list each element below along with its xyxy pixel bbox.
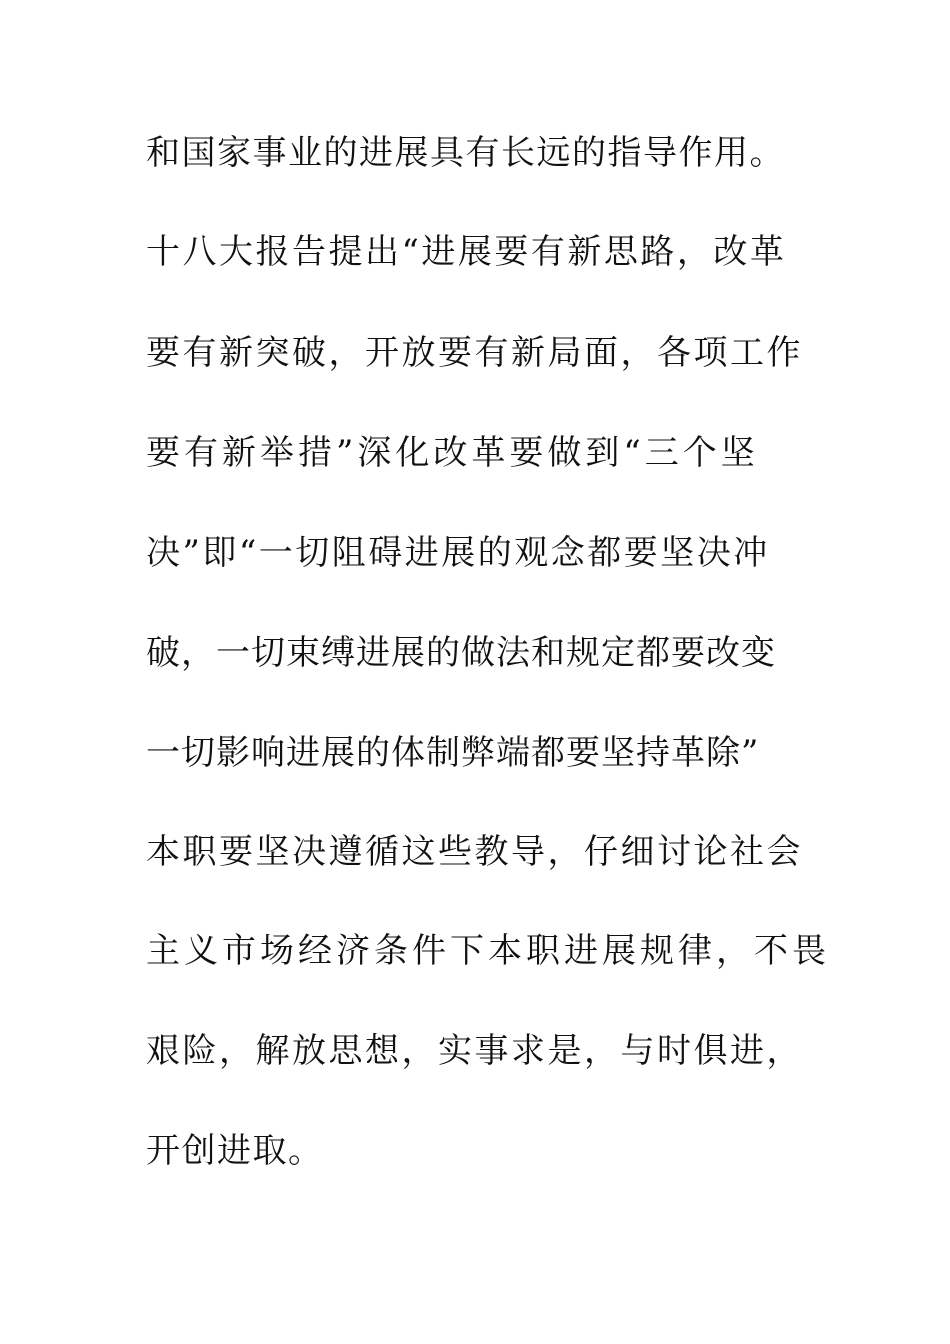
paragraph-line: 破，一切束缚进展的做法和规定都要改变 [146, 633, 776, 673]
paragraph-line: 艰险，解放思想，实事求是，与时俱进， [146, 1031, 803, 1071]
paragraph-line: 本职要坚决遵循这些教导，仔细讨论社会 [146, 832, 803, 872]
paragraph-line: 要有新突破，开放要有新局面，各项工作 [146, 333, 803, 373]
paragraph-line: 十八大报告提出“进展要有新思路，改革 [146, 232, 787, 272]
paragraph-line: 和国家事业的进展具有长远的指导作用。 [146, 133, 785, 173]
paragraph-line: 主义市场经济条件下本职进展规律，不畏 [146, 931, 830, 971]
paragraph-line: 决”即“一切阻碍进展的观念都要坚决冲 [146, 533, 770, 573]
paragraph-line: 要有新举措”深化改革要做到“三个坚 [146, 433, 759, 473]
paragraph-line: 开创进取。 [146, 1131, 324, 1171]
paragraph-line: 一切影响进展的体制弊端都要坚持革除” [146, 733, 760, 773]
